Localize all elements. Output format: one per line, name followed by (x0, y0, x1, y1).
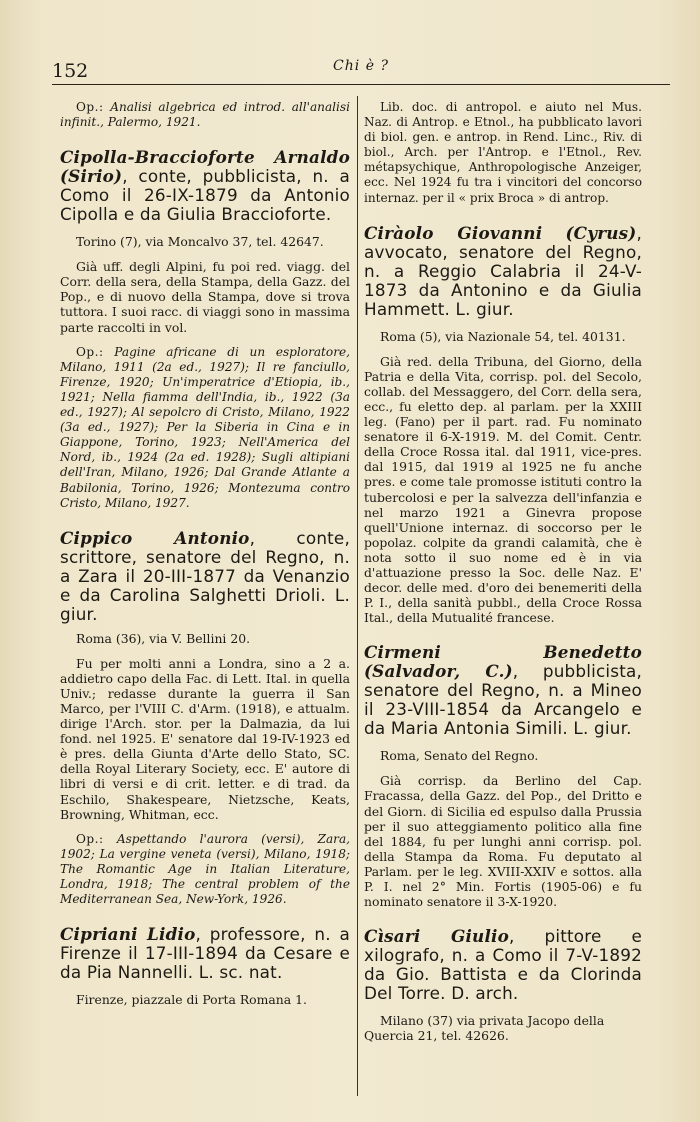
entry-heading: Ciràolo Giovanni (Cyrus), avvocato, senatore del Regno, n. a Reggio Calabria il 24-V-1873 da Antonino e da Giulia Hammett. L. giur. (364, 222, 642, 319)
left-column (60, 100, 350, 1007)
entry-cipriani (60, 925, 350, 1007)
op-intro: Op.: Analisi algebrica ed introd. all'analisi infinit., Palermo, 1921. (60, 100, 350, 130)
entry-biography: Già corrisp. da Berlino del Cap. Fracassa, della Gazz. del Pop., del Dritto e del Giorn. di Sicilia ed espulso dalla Prussia per il suo atteggiamento politico alla fine del 1884, fu per lunghi anni corrisp. pol. della Stampa da Roma. Fu deputato al Parlam. per le leg. XVIII-XXIV e sottos. alla P. I. nel 2° Min. Fortis (1905-06) e fu nominato senatore il 3-X-1920. (364, 773, 642, 910)
entry-address: Roma (5), via Nazionale 54, tel. 40131. (380, 328, 626, 344)
entry-heading: Cipolla-Braccioforte Arnaldo (Sirio), conte, pubblicista, n. a Como il 26-IX-1879 da Antonio Cipolla e da Giulia Braccioforte. (60, 147, 350, 225)
entry-works: Op.: Aspettando l'aurora (versi), Zara, 1902; La vergine veneta (versi), Milano, 1918; The Romantic Age in Italian Literature, Londra, 1918; The central problem of the Mediterranean Sea, New-York, 1926. (60, 831, 350, 907)
header-rule (52, 84, 670, 85)
entry-cipolla (60, 148, 350, 511)
page-header (52, 56, 670, 82)
entry-cirmeni (364, 643, 642, 909)
entry-ciraolo (364, 224, 642, 626)
entry-works: Op.: Pagine africane di un esploratore, Milano, 1911 (2a ed., 1927); Il re fanciullo, Firenze, 1920; Un'imperatrice d'Etiopia, ib., 1921; Nella fiamma dell'India, ib., 1922 (3a ed., 1927); Al sepolcro di Cristo, Milano, 1922 (3a ed., 1927); Per la Siberia in Cina e in Giappone, Torino, 1923; Nell'America del Nord, ib., 1924 (2a ed. 1928); Sugli altipiani dell'Iran, Milano, 1926; Dal Grande Atlante a Babilonia, Torino, 1926; Montezuma contro Cristo, Milano, 1927. (60, 344, 350, 510)
right-column (364, 100, 642, 1043)
entry-address: Roma, Senato del Regno. (380, 748, 539, 764)
entry-address: Roma (36), via V. Bellini 20. (76, 630, 251, 646)
page-number: 152 (52, 60, 89, 82)
entry-biography: Già uff. degli Alpini, fu poi red. viagg. del Corr. della sera, della Stampa, della Gazz. del Pop., e di nuovo della Stampa, dove si trova tuttora. I suoi racc. di viaggi sono in massima parte raccolti in vol. (60, 259, 350, 335)
entry-heading: Cirmeni Benedetto (Salvador, C.), pubblicista, senatore del Regno, n. a Mineo il 23-VIII-1854 da Arcangelo e da Maria Antonia Simili. L. giur. (364, 642, 642, 739)
entry-heading: Cippico Antonio, conte, scrittore, senatore del Regno, n. a Zara il 20-III-1877 da Venanzio e da Carolina Salghetti Drioli. L. giur. (60, 527, 350, 624)
running-title: Chi è ? (333, 58, 389, 74)
entry-cippico (60, 529, 350, 908)
entry-address: Milano (37) via privata Jacopo della Quercia 21, tel. 42626. (364, 1013, 605, 1044)
entry-address: Torino (7), via Moncalvo 37, tel. 42647. (76, 234, 324, 250)
entry-heading: Cipriani Lidio, professore, n. a Firenze il 17-III-1894 da Cesare e da Pia Nannelli. L. sc. nat. (60, 924, 350, 983)
entry-cisari (364, 927, 642, 1043)
entry-heading: Cìsari Giulio, pittore e xilografo, n. a Como il 7-V-1892 da Gio. Battista e da Clorinda Del Torre. D. arch. (364, 926, 642, 1004)
entry-address: Firenze, piazzale di Porta Romana 1. (76, 992, 307, 1008)
entry-biography: Già red. della Tribuna, del Giorno, della Patria e della Vita, corrisp. pol. del Secolo, collab. del Messaggero, del Corr. della sera, ecc., fu eletto dep. al parlam. per la XXIII leg. (Fano) per il part. rad. Fu nominato senatore il 6-X-1919. M. del Comit. Centr. della Croce Rossa ital. dal 1911, vice-pres. dal 1915, dal 1919 al 1925 ne fu anche pres. e come tale promosse istituti contro la tubercolosi e per la salvezza dell'infanzia e nel marzo 1921 a Ginevra propose quell'Unione internaz. di soccorso per le popolaz. colpite da grandi calamità, che è nota sotto il suo nome ed è in via d'attuazione presso la Soc. delle Naz. E' decor. delle med. d'oro dei benemeriti della P. I., della sanità pubbl., della Croce Rossa Ital., della Mutualité francese. (364, 353, 642, 626)
column-divider (357, 96, 358, 1096)
entry-biography: Fu per molti anni a Londra, sino a 2 a. addietro capo della Fac. di Lett. Ital. in quella Univ.; redasse durante la guerra il San Marco, per l'VIII C. d'Arm. (1918), e attualm. dirige l'Arch. stor. per la Dalmazia, da lui fond. nel 1925. E' senatore dal 19-IV-1923 ed è pres. della Giunta d'Arte dello Stato, SC. della Royal Literary Society, ecc. E' autore di libri di versi e di crit. letter. e di trad. da Eschilo, Shakespeare, Nietzsche, Keats, Browning, Whitman, ecc. (60, 655, 350, 822)
cipriani-continuation: Lib. doc. di antropol. e aiuto nel Mus. Naz. di Antrop. e Etnol., ha pubblicato lavori di biol. gen. e antrop. in Rend. Linc., Riv. di biol., Arch. per l'Antrop. e l'Etnol., Rev. métapsychique, Anthropologische Anzeiger, ecc. Nel 1924 fu tra i vincitori del concorso internaz. per il « prix Broca » di antrop. (364, 100, 642, 205)
